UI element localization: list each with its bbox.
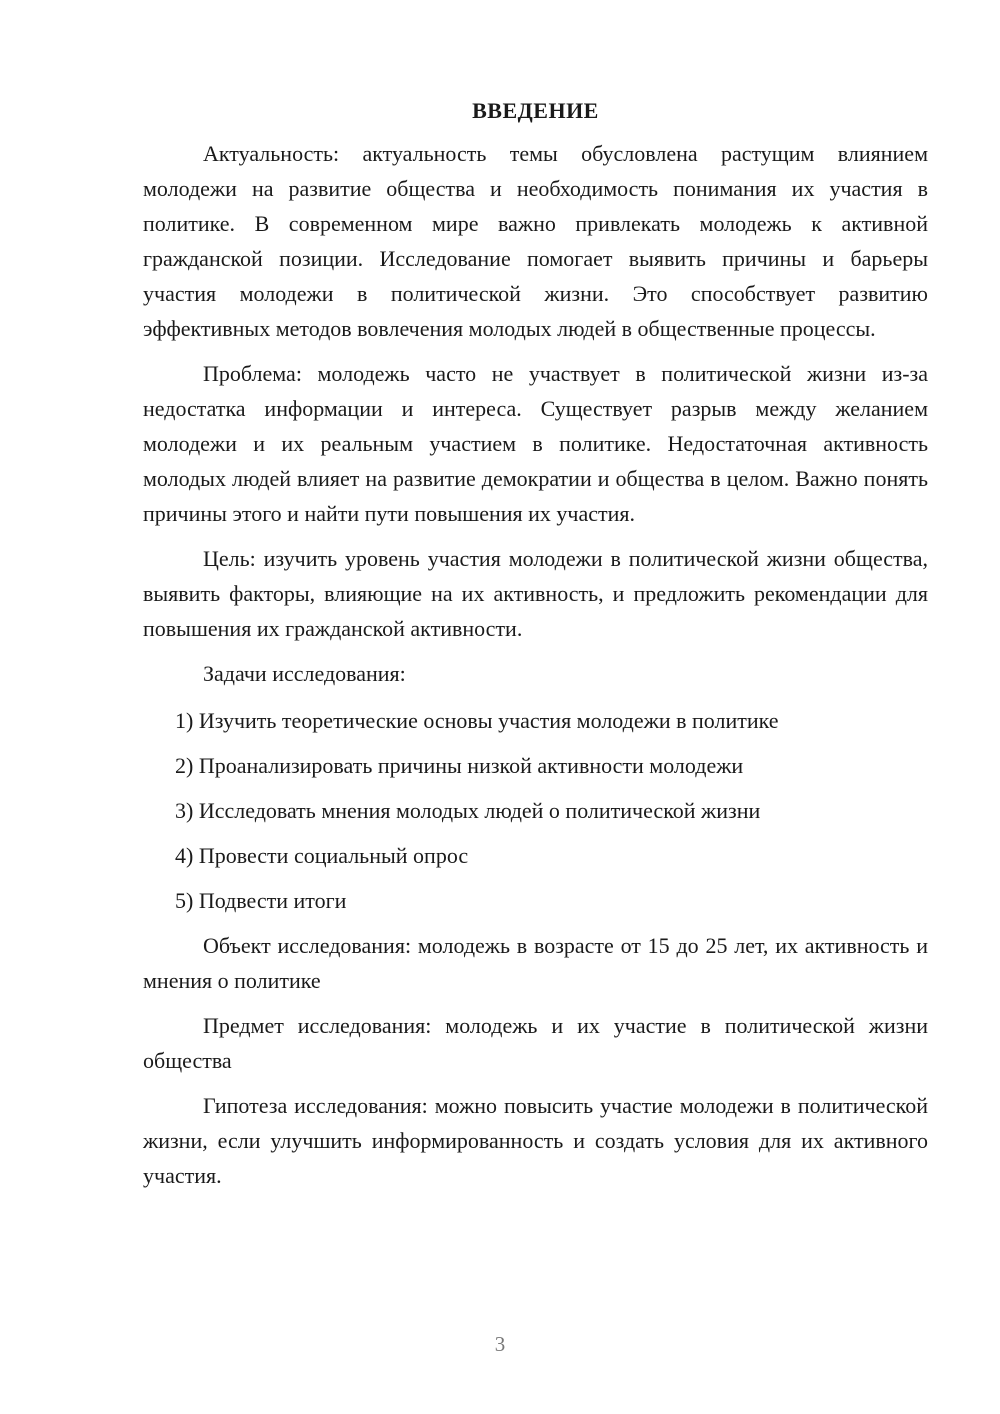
list-item: 2) Проанализировать причины низкой активности молодежи (175, 753, 744, 778)
goal-paragraph: Цель: изучить уровень участия молодежи в политической жизни общества, выявить факторы, влияющие на их активность, и предложить рекомендации для повышения их гражданской активности. (143, 546, 928, 641)
page-number: 3 (494, 1332, 506, 1356)
list-item: 3) Исследовать мнения молодых людей о политической жизни (175, 798, 761, 823)
subject-paragraph: Предмет исследования: молодежь и их участие в политической жизни общества (143, 1013, 928, 1073)
object-paragraph: Объект исследования: молодежь в возрасте от 15 до 25 лет, их активность и мнения о политике (143, 933, 928, 993)
list-item: 5) Подвести итоги (175, 888, 347, 913)
hypothesis-paragraph: Гипотеза исследования: можно повысить участие молодежи в политической жизни, если улучшить информированность и создать условия для их активного участия. (143, 1093, 928, 1188)
list-item: 4) Провести социальный опрос (175, 843, 469, 868)
list-item: 1) Изучить теоретические основы участия молодежи в политике (175, 708, 779, 733)
relevance-paragraph: Актуальность: актуальность темы обусловлена растущим влиянием молодежи на развитие общества и необходимость понимания их участия в политике. В современном мире важно привлекать молодежь к активной гражданской позиции. Исследование помогает выявить причины и барьеры участия молодежи в политической жизни. Это способствует развитию эффективных методов вовлечения молодых людей в общественные процессы. (143, 141, 928, 341)
tasks-title: Задачи исследования: (203, 661, 406, 686)
section-heading: ВВЕДЕНИЕ (472, 98, 599, 123)
problem-paragraph: Проблема: молодежь часто не участвует в политической жизни из-за недостатка информации и интереса. Существует разрыв между желанием молодежи и их реальным участием в политике. Недостаточная активность молодых людей влияет на развитие демократии и общества в целом. Важно понять причины этого и найти пути повышения их участия. (143, 361, 928, 526)
document-page (143, 96, 928, 1203)
tasks-list (143, 703, 928, 918)
